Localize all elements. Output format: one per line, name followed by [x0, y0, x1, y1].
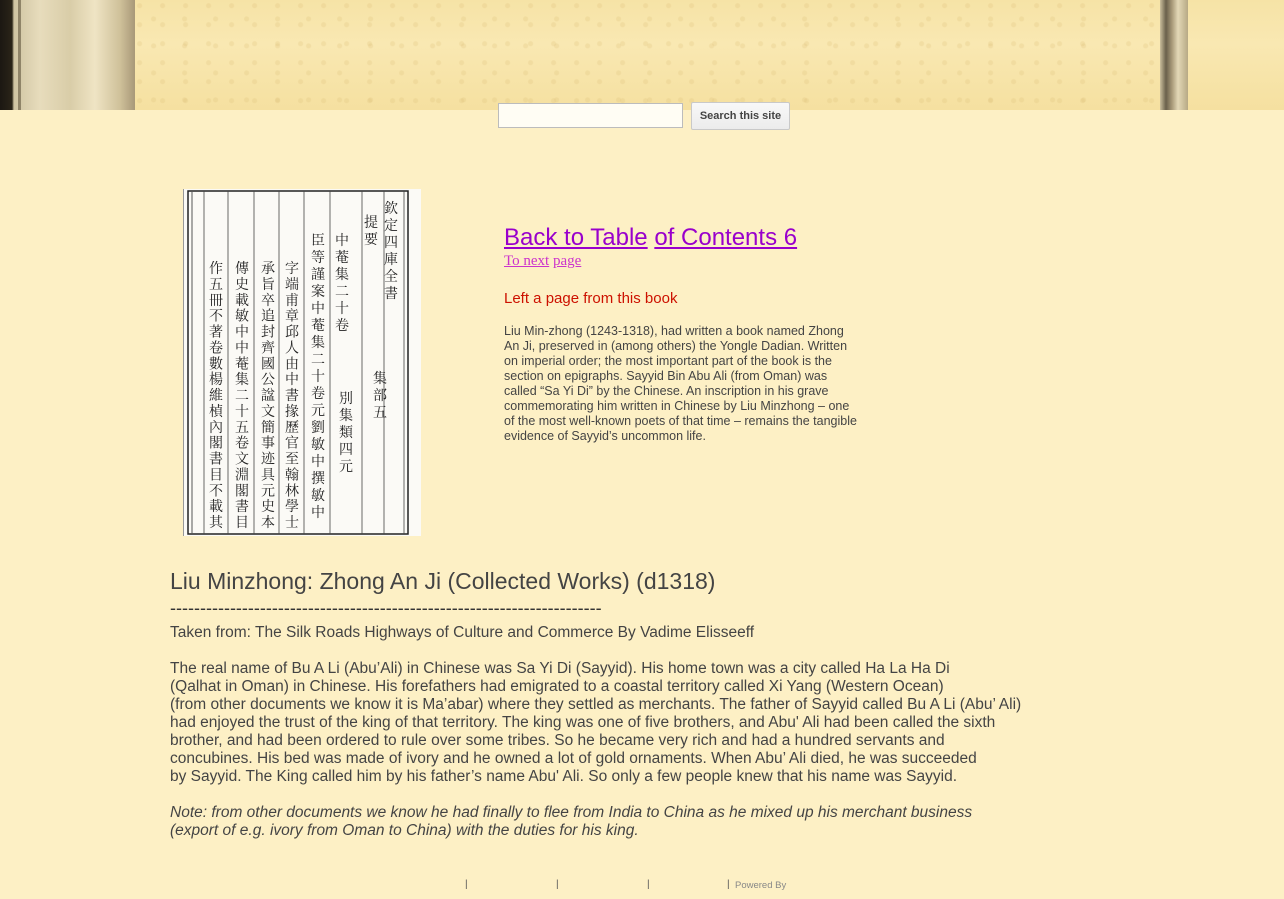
scan-text-column — [339, 390, 353, 475]
scan-char: 淵 — [235, 467, 249, 484]
scan-text-column — [285, 261, 299, 531]
scan-char: 國 — [261, 356, 275, 373]
scan-char: 集 — [339, 408, 353, 424]
scan-char: 中 — [311, 505, 325, 521]
scan-char: 著 — [209, 324, 223, 341]
scan-char: 中 — [335, 233, 349, 249]
scan-char: 史 — [261, 499, 275, 516]
scan-text-column — [209, 261, 224, 531]
scan-char: 等 — [311, 250, 325, 266]
scan-char: 文 — [235, 451, 249, 468]
scan-char: 定 — [384, 218, 398, 234]
scan-char: 中 — [235, 324, 249, 341]
footer-separator: | — [465, 879, 468, 890]
scan-char: 載 — [209, 499, 223, 516]
scan-char: 本 — [261, 515, 275, 532]
scan-char: 撰 — [311, 471, 325, 487]
scan-char: 中 — [235, 340, 249, 357]
scan-char: 提 — [364, 215, 378, 231]
scan-char: 全 — [384, 269, 398, 285]
scan-char: 齊 — [261, 340, 275, 357]
scan-char: 五 — [209, 276, 223, 293]
scan-char: 文 — [261, 403, 275, 420]
scan-char: 十 — [235, 403, 249, 420]
article-body — [170, 660, 1050, 786]
scan-char: 五 — [235, 419, 249, 436]
footer-separator: | — [556, 879, 559, 890]
scan-char: 目 — [209, 467, 223, 484]
scan-char: 要 — [364, 232, 378, 248]
scan-char: 閣 — [209, 435, 223, 452]
body-line: (Qalhat in Oman) in Chinese. His forefathers had emigrated to a coastal territory called Xi Yang (Western Ocean) — [170, 678, 944, 695]
scan-char: 中 — [285, 372, 299, 389]
book-page-scan-image — [183, 189, 421, 536]
scan-char: 五 — [373, 405, 387, 421]
scan-char: 敏 — [235, 308, 249, 325]
scroll-roll-left-image — [0, 0, 135, 110]
scan-char: 敏 — [311, 488, 325, 504]
scan-char: 迹 — [261, 451, 275, 468]
body-line: brother, and had been ordered to rule over some tribes. So he became very rich and had a hundred servants and — [170, 732, 945, 749]
scan-text-column — [384, 201, 398, 302]
scan-char: 四 — [339, 442, 353, 458]
footer-separator: | — [727, 879, 730, 890]
search-button[interactable]: Search this site — [691, 102, 790, 130]
scan-char: 簡 — [261, 419, 275, 436]
toc-link-part1[interactable]: Back to Table — [504, 224, 648, 251]
scan-char: 維 — [209, 388, 223, 405]
scan-char: 集 — [373, 371, 387, 387]
scan-char: 卷 — [335, 318, 349, 334]
scan-text-column — [261, 261, 276, 531]
scan-char: 端 — [285, 276, 299, 293]
scroll-roll-right-image — [1160, 0, 1188, 110]
scan-char: 敏 — [311, 437, 325, 453]
scan-char: 楨 — [209, 403, 223, 420]
scan-char: 具 — [261, 467, 275, 484]
scan-char: 甫 — [285, 292, 299, 309]
scan-char: 元 — [261, 483, 275, 500]
scan-char: 翰 — [285, 467, 299, 484]
article-note — [170, 804, 1050, 840]
article-title: Liu Minzhong: Zhong An Ji (Collected Works) (d1318) — [170, 568, 716, 594]
scan-char: 不 — [209, 483, 223, 500]
scan-text-column — [311, 233, 325, 521]
body-line: had enjoyed the trust of the king of that territory. The king was one of five brothers, and Abu' Ali had been called the sixth — [170, 714, 996, 731]
scan-char: 菴 — [311, 318, 325, 334]
scan-char: 類 — [339, 425, 353, 441]
search-input[interactable] — [498, 103, 683, 128]
toc-link-part2[interactable]: of Contents 6 — [654, 224, 798, 251]
next-link-part2[interactable]: page — [552, 253, 582, 269]
dashed-divider: ------------------------------------------------------------------------ — [170, 598, 602, 618]
scan-char: 臣 — [311, 233, 325, 249]
scan-char: 元 — [311, 403, 325, 419]
scan-char: 閣 — [235, 483, 249, 500]
scan-char: 目 — [235, 515, 249, 532]
scan-char: 書 — [384, 286, 398, 302]
scan-char: 事 — [261, 435, 275, 452]
scan-char: 承 — [261, 261, 275, 277]
scan-char: 傳 — [235, 261, 249, 277]
scan-char: 劉 — [311, 420, 325, 436]
body-line: The real name of Bu A Li (Abu’Ali) in Chinese was Sa Yi Di (Sayyid). His home town was a city called Ha La Ha Di — [170, 660, 950, 677]
scan-char: 載 — [235, 292, 249, 309]
scan-char: 十 — [311, 369, 325, 385]
scan-char: 中 — [311, 301, 325, 317]
scan-char: 至 — [285, 451, 299, 468]
scan-char: 冊 — [209, 292, 223, 309]
scan-char: 史 — [235, 276, 249, 293]
scan-char: 十 — [335, 301, 349, 317]
scan-char: 士 — [285, 515, 299, 532]
scan-char: 其 — [209, 515, 223, 532]
note-line: Note: from other documents we know he had finally to flee from India to China as he mixed up his merchant business — [170, 804, 973, 821]
scan-char: 字 — [285, 261, 299, 277]
body-line: by Sayyid. The King called him by his father’s name Abu' Ali. So only a few people knew that his name was Sayyid. — [170, 768, 958, 785]
scan-char: 封 — [261, 324, 275, 341]
scan-char: 由 — [285, 356, 299, 373]
scan-char: 集 — [235, 372, 249, 389]
scan-char: 卒 — [261, 292, 275, 309]
scan-char: 二 — [235, 388, 249, 405]
scan-text-column — [373, 370, 387, 421]
scan-char: 案 — [311, 284, 325, 300]
parchment-texture — [135, 0, 1160, 110]
scan-char: 別 — [339, 391, 353, 407]
next-page-link[interactable] — [504, 253, 581, 270]
scan-char: 章 — [285, 308, 299, 325]
left-page-caption: Left a page from this book — [504, 290, 678, 307]
scan-char: 卷 — [311, 386, 325, 402]
scan-char: 書 — [235, 499, 249, 516]
scan-char: 作 — [209, 261, 223, 277]
scan-char: 庫 — [384, 252, 398, 268]
scan-char: 二 — [335, 284, 349, 300]
scan-char: 謹 — [311, 267, 325, 283]
scan-text-column — [235, 260, 249, 531]
scan-char: 元 — [339, 459, 353, 475]
scan-char: 楊 — [209, 372, 223, 389]
scan-char: 掾 — [285, 403, 299, 420]
scan-char: 中 — [311, 454, 325, 470]
scan-char: 官 — [285, 435, 299, 452]
scan-char: 四 — [384, 235, 398, 251]
note-line: (export of e.g. ivory from Oman to China) with the duties for his king. — [170, 822, 639, 839]
body-line: (from other documents we know it is Ma’abar) where they settled as merchants. The father of Sayyid called Bu A Li (Abu’ Ali) — [170, 696, 1022, 713]
header-banner — [0, 0, 1284, 110]
back-to-toc-link[interactable] — [504, 224, 797, 252]
footer-separator: | — [647, 879, 650, 890]
scan-char: 學 — [285, 499, 299, 516]
scan-char: 二 — [311, 352, 325, 368]
scan-char: 集 — [311, 335, 325, 351]
scan-char: 集 — [335, 267, 349, 283]
scan-char: 數 — [209, 356, 223, 373]
scan-char: 旨 — [261, 276, 275, 293]
intro-paragraph: Liu Min-zhong (1243-1318), had written a book named Zhong An Ji, preserved in (among others) the Yongle Dadian. Written on imperial order; the most important part of the book is the section on epigraphs. Sayyid Bin Abu Ali (from Oman) was called “Sa Yi Di” by the Chinese. An inscription in his grave commemorating him written in Chinese by Liu Minzhong – one of the most well-known poets of that time – remains the tangible evidence of Sayyid’s uncommon life. — [504, 324, 857, 443]
scan-char: 不 — [209, 308, 223, 325]
site-footer — [0, 879, 1284, 895]
scan-char: 邱 — [285, 324, 299, 341]
scan-char: 內 — [209, 419, 223, 436]
scan-char: 菴 — [235, 356, 249, 373]
scan-char: 書 — [209, 451, 223, 468]
scan-char: 部 — [373, 388, 387, 404]
scan-char: 公 — [261, 372, 275, 389]
scan-char: 卷 — [235, 435, 249, 452]
scan-char: 欽 — [384, 201, 398, 217]
next-link-part1[interactable]: To next — [504, 253, 550, 269]
body-line: concubines. His bed was made of ivory and he owned a lot of gold ornaments. When Abu’ Ali died, he was succeeded — [170, 750, 977, 767]
scan-char: 歷 — [285, 419, 299, 436]
scan-char: 菴 — [335, 250, 349, 266]
scan-char: 諡 — [261, 388, 275, 405]
scan-char: 書 — [285, 388, 299, 405]
powered-by-label: Powered By — [735, 880, 787, 891]
scan-char: 卷 — [209, 340, 223, 357]
scan-char: 人 — [285, 340, 299, 357]
source-citation: Taken from: The Silk Roads Highways of Culture and Commerce By Vadime Elisseeff — [170, 624, 755, 641]
scan-char: 追 — [261, 308, 275, 325]
scan-char: 林 — [285, 483, 299, 500]
